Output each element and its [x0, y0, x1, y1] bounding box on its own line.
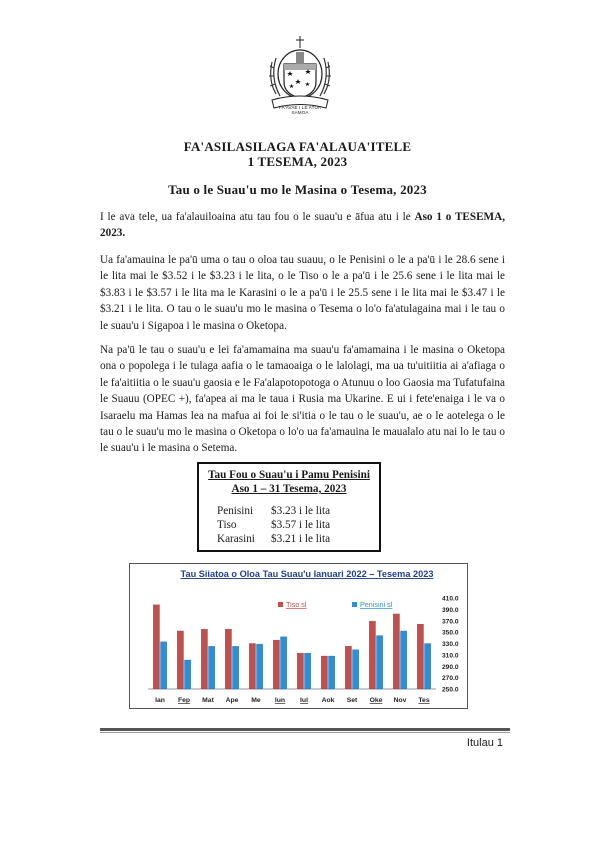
fuel-price: $3.23 i le lita — [271, 505, 331, 517]
x-tick-label: Aok — [321, 697, 335, 704]
x-tick-label: Set — [346, 697, 358, 704]
bar-penisini — [329, 656, 335, 689]
bar-penisini — [233, 646, 239, 689]
x-tick-label: Oke — [369, 697, 383, 704]
y-tick-label: 250.0 — [442, 686, 459, 694]
legend-label: Tiso sl — [286, 600, 307, 609]
page-number: Itulau 1 — [466, 737, 503, 749]
bar-penisini — [257, 644, 263, 689]
new-prices-box — [197, 462, 381, 552]
y-tick-label: 310.0 — [442, 652, 459, 660]
bar-tiso — [417, 624, 423, 689]
document-date: 1 TESEMA, 2023 — [247, 154, 348, 169]
document-subtitle: Tau o le Suau'u mo le Masina o Tesema, 2023 — [168, 182, 427, 197]
bar-penisini — [353, 650, 359, 689]
bar-tiso — [201, 629, 207, 689]
bar-penisini — [305, 653, 311, 689]
fuel-name: Tiso — [217, 519, 237, 531]
bar-tiso — [321, 656, 327, 689]
chart-canvas — [130, 564, 469, 710]
x-tick-label: Tes — [418, 697, 430, 704]
chart-title: Tau Siiatoa o Oloa Tau Suau'u Ianuari 2022 – Tesema 2023 — [180, 569, 434, 579]
y-tick-label: 290.0 — [442, 663, 459, 671]
x-tick-label: Me — [251, 697, 261, 704]
fuel-price: $3.57 i le lita — [271, 519, 331, 531]
pricebox-dates: Aso 1 – 31 Tesema, 2023 — [231, 483, 347, 495]
x-tick-label: Ian — [155, 697, 165, 704]
y-tick-label: 330.0 — [442, 641, 459, 648]
market-context-paragraph: Na pa'ū le tau o suau'u e lei fa'amamaina ma suau'u fa'amamaina i le masina o Oketopa ona o popolega i le tulaga aafia o le tamaoaiga o le lalolagi, ma ua tu'uitiitia ai a'afiaga o le fa'aitiitia o le suau'u gaosia e le Fa'alapotopotoga o Atunuu o loo Gaosia ma Tufatufaina le Suauu (OPEC +), fa'apea ai ma le taua i Rusia ma Ukarine. E ui i fete'enaiga i le va o Isaraelu ma Hamas lea na mafua ai foi le si'itia o le tau o le suau'u, ae o le aotelega o le tau o le suau'u mo le masina o Oketopa o lo'o ua fa'amauina le maualalo atu nai lo le tau o le suau'u i le masina o Setema. — [100, 344, 505, 455]
price-row — [217, 518, 379, 532]
legend-swatch — [352, 602, 357, 607]
y-tick-label: 350.0 — [442, 629, 459, 637]
bar-tiso — [297, 653, 303, 689]
bar-penisini — [377, 636, 383, 689]
bar-penisini — [185, 660, 191, 689]
bar-penisini — [281, 637, 287, 689]
bar-tiso — [345, 646, 351, 689]
pricebox-title: Tau Fou o Suau'u i Pamu Penisini — [208, 469, 370, 481]
price-row — [217, 504, 379, 518]
footer-rule-thin — [100, 732, 510, 733]
bar-tiso — [249, 644, 255, 690]
intro-text: I le ava tele, ua fa'alauiloaina atu tau fou o le suau'u e āfua atu i le — [100, 211, 415, 223]
bar-penisini — [425, 644, 431, 690]
bar-tiso — [177, 631, 183, 689]
intro-date-bold: Aso 1 o TESEMA, 2023. — [100, 211, 505, 240]
x-tick-label: Iun — [274, 697, 286, 704]
y-tick-label: 270.0 — [442, 675, 459, 683]
bar-penisini — [401, 631, 407, 689]
price-list — [217, 504, 379, 546]
intro-paragraph — [100, 209, 505, 242]
y-tick-label: 390.0 — [442, 606, 459, 614]
y-tick-label: 410.0 — [442, 595, 459, 603]
fuel-name: Karasini — [217, 533, 255, 545]
x-tick-label: Iul — [300, 697, 308, 704]
x-tick-label: Ape — [225, 697, 239, 704]
x-tick-label: Mat — [202, 697, 214, 704]
bar-tiso — [273, 640, 279, 689]
document-title: FA'ASILASILAGA FA'ALAUA'ITELE — [183, 139, 412, 154]
bar-tiso — [369, 621, 375, 689]
legend-label: Penisini sl — [360, 600, 393, 609]
y-tick-label: 370.0 — [442, 618, 459, 626]
bar-penisini — [161, 642, 167, 689]
fuel-name: Penisini — [217, 505, 254, 517]
legend-swatch — [278, 602, 283, 607]
bar-tiso — [225, 629, 231, 689]
footer-rule — [100, 728, 510, 731]
bar-tiso — [393, 614, 399, 689]
samoa-coat-of-arms — [266, 34, 334, 120]
bar-penisini — [209, 646, 215, 689]
x-tick-label: Nov — [393, 697, 407, 704]
emblem-motto: FA'AVAE I LE ATUA SAMOA — [278, 105, 322, 115]
fuel-price: $3.21 i le lita — [271, 533, 331, 545]
fuel-price-chart — [129, 563, 468, 709]
price-row — [217, 532, 379, 546]
x-tick-label: Fep — [177, 697, 191, 704]
bar-tiso — [153, 605, 159, 689]
price-change-paragraph: Ua fa'amauina le pa'ū uma o tau o oloa tau suauu, o le Penisini o le a pa'ū i le 28.6 sene i le lita mai le $3.52 i le $3.23 i le lita, o le Tiso o le a pa'ū i le 25.6 sene i le lita mai le $3.83 i le $3.57 i le lita ma le Karasini o le a pa'ū i le 25.5 sene i le lita mai le $3.47 i le $3.21 i le lita. O tau o le suau'u mo le masina o Tesema o lo'o fa'atulagaina mai i le tau o le suau'u i Sigapoa i le masina o Oketopa. — [100, 254, 505, 332]
